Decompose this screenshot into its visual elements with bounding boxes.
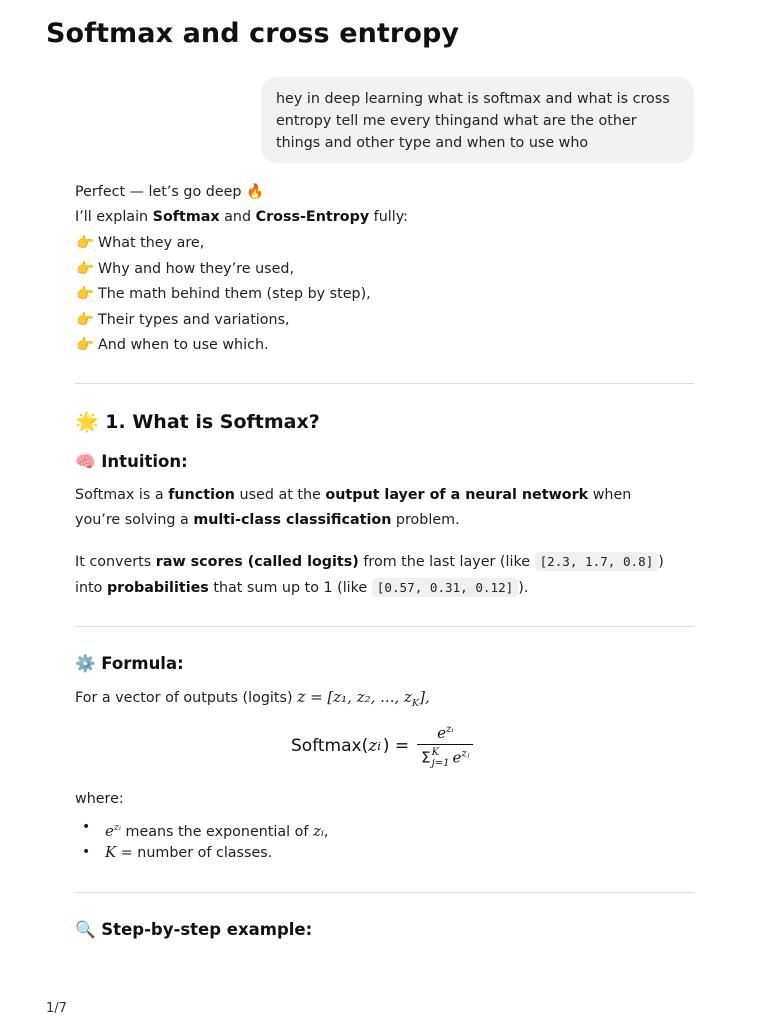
brain-icon: 🧠 (75, 452, 96, 471)
intro2-prefix: I’ll explain (75, 209, 153, 225)
intro2-cross-entropy: Cross-Entropy (255, 209, 370, 225)
point-item (75, 233, 204, 253)
divider (75, 626, 694, 627)
bullet-math: zᵢ (313, 821, 324, 840)
vector-close: ], (419, 688, 430, 706)
divider (75, 383, 694, 384)
vector-subscript: K (411, 697, 420, 709)
intuition-heading (75, 452, 188, 472)
point-item (75, 310, 290, 330)
softmax-formula (291, 720, 473, 772)
p1-bold: output layer of a neural network (325, 487, 589, 503)
section-heading-softmax (75, 410, 320, 433)
p2-text: ). (518, 580, 529, 596)
paragraph-softmax-converts (75, 549, 675, 601)
p1-text: when you’re solving a (75, 487, 632, 528)
formula-intro-text: For a vector of outputs (logits) (75, 690, 298, 706)
intuition-heading-text: Intuition: (101, 452, 188, 471)
magnifier-icon: 🔍 (75, 920, 96, 939)
bullet-math: e (105, 821, 114, 840)
point-item (75, 335, 269, 355)
section-heading-text: 1. What is Softmax? (105, 411, 320, 433)
point-item (75, 259, 294, 279)
inline-code: [0.57, 0.31, 0.12] (372, 578, 518, 597)
p2-bold: probabilities (106, 580, 209, 596)
vector-symbol: z (297, 687, 306, 706)
divider (75, 892, 694, 893)
sum-limits (432, 747, 450, 769)
bullet-math-sup: zᵢ (113, 822, 121, 833)
formula-intro (75, 687, 430, 714)
star-icon: 🌟 (75, 411, 99, 433)
numerator-exponent: zᵢ (446, 723, 454, 735)
point-text: Their types and variations, (98, 312, 290, 328)
point-text: Why and how they’re used, (98, 261, 294, 277)
page-title: Softmax and cross entropy (46, 18, 460, 49)
formula-lhs-name: Softmax( (291, 736, 369, 756)
denominator-exponent: zⱼ (461, 748, 470, 759)
point-text: What they are, (98, 235, 205, 251)
formula-numerator (431, 724, 459, 744)
sum-upper-limit: K (431, 746, 440, 758)
vector-components: = [z₁, z₂, ..., z (310, 688, 412, 706)
answer-intro-2 (75, 207, 408, 227)
list-item (85, 815, 328, 840)
where-label: where: (75, 791, 124, 807)
sum-lower-limit: j=1 (431, 757, 450, 769)
bullet-math: K (105, 843, 117, 861)
point-text: The math behind them (step by step), (98, 286, 371, 302)
list-item (85, 840, 328, 865)
formula-lhs-var: z (368, 736, 378, 756)
denominator-base: e (452, 748, 462, 766)
p2-text: ) into (75, 554, 664, 596)
pointing-hand-icon: 👉 (76, 235, 94, 251)
bullet-text: means the exponential of (120, 823, 313, 840)
p1-text: used at the (234, 487, 326, 503)
formula-heading-text: Formula: (101, 654, 184, 673)
pointing-hand-icon: 👉 (76, 286, 94, 302)
p1-text: problem. (391, 512, 460, 528)
point-text: And when to use which. (98, 337, 269, 353)
formula-bullet-list (85, 815, 328, 865)
formula-lhs-sub: i (377, 739, 381, 753)
p2-text: from the last layer (like (358, 554, 535, 570)
p2-text: It converts (75, 554, 156, 570)
intro2-and: and (219, 209, 256, 225)
pointing-hand-icon: 👉 (76, 312, 94, 328)
p1-bold: function (168, 487, 235, 503)
intro2-suffix: fully: (369, 209, 408, 225)
p2-text: that sum up to 1 (like (208, 580, 372, 596)
formula-lhs-close: ) = (382, 736, 410, 756)
p2-bold: raw scores (called logits) (155, 554, 359, 570)
intro2-softmax: Softmax (152, 209, 220, 225)
p1-text: Softmax is a (75, 487, 169, 503)
example-heading (75, 920, 312, 940)
sum-symbol: Σ (421, 748, 431, 766)
formula-denominator (417, 745, 473, 769)
page-indicator: 1/7 (46, 1001, 67, 1016)
p1-bold: multi-class classification (193, 512, 392, 528)
bullet-text: = number of classes. (116, 845, 273, 861)
gear-icon: ⚙️ (75, 654, 96, 673)
user-message-bubble: hey in deep learning what is softmax and what is cross entropy tell me every thingand what are the other things and other type and when to use who (261, 77, 694, 163)
formula-heading (75, 654, 184, 674)
fire-icon: 🔥 (246, 184, 264, 200)
numerator-base: e (437, 723, 447, 742)
pointing-hand-icon: 👉 (76, 337, 94, 353)
paragraph-softmax-definition (75, 483, 675, 533)
bullet-tail: , (323, 823, 329, 840)
example-heading-text: Step-by-step example: (101, 920, 313, 939)
point-item (75, 284, 371, 304)
inline-code: [2.3, 1.7, 0.8] (535, 552, 659, 571)
answer-intro (75, 182, 264, 202)
intro-text: Perfect — let’s go deep (75, 184, 242, 200)
pointing-hand-icon: 👉 (76, 261, 94, 277)
formula-fraction (417, 724, 473, 769)
